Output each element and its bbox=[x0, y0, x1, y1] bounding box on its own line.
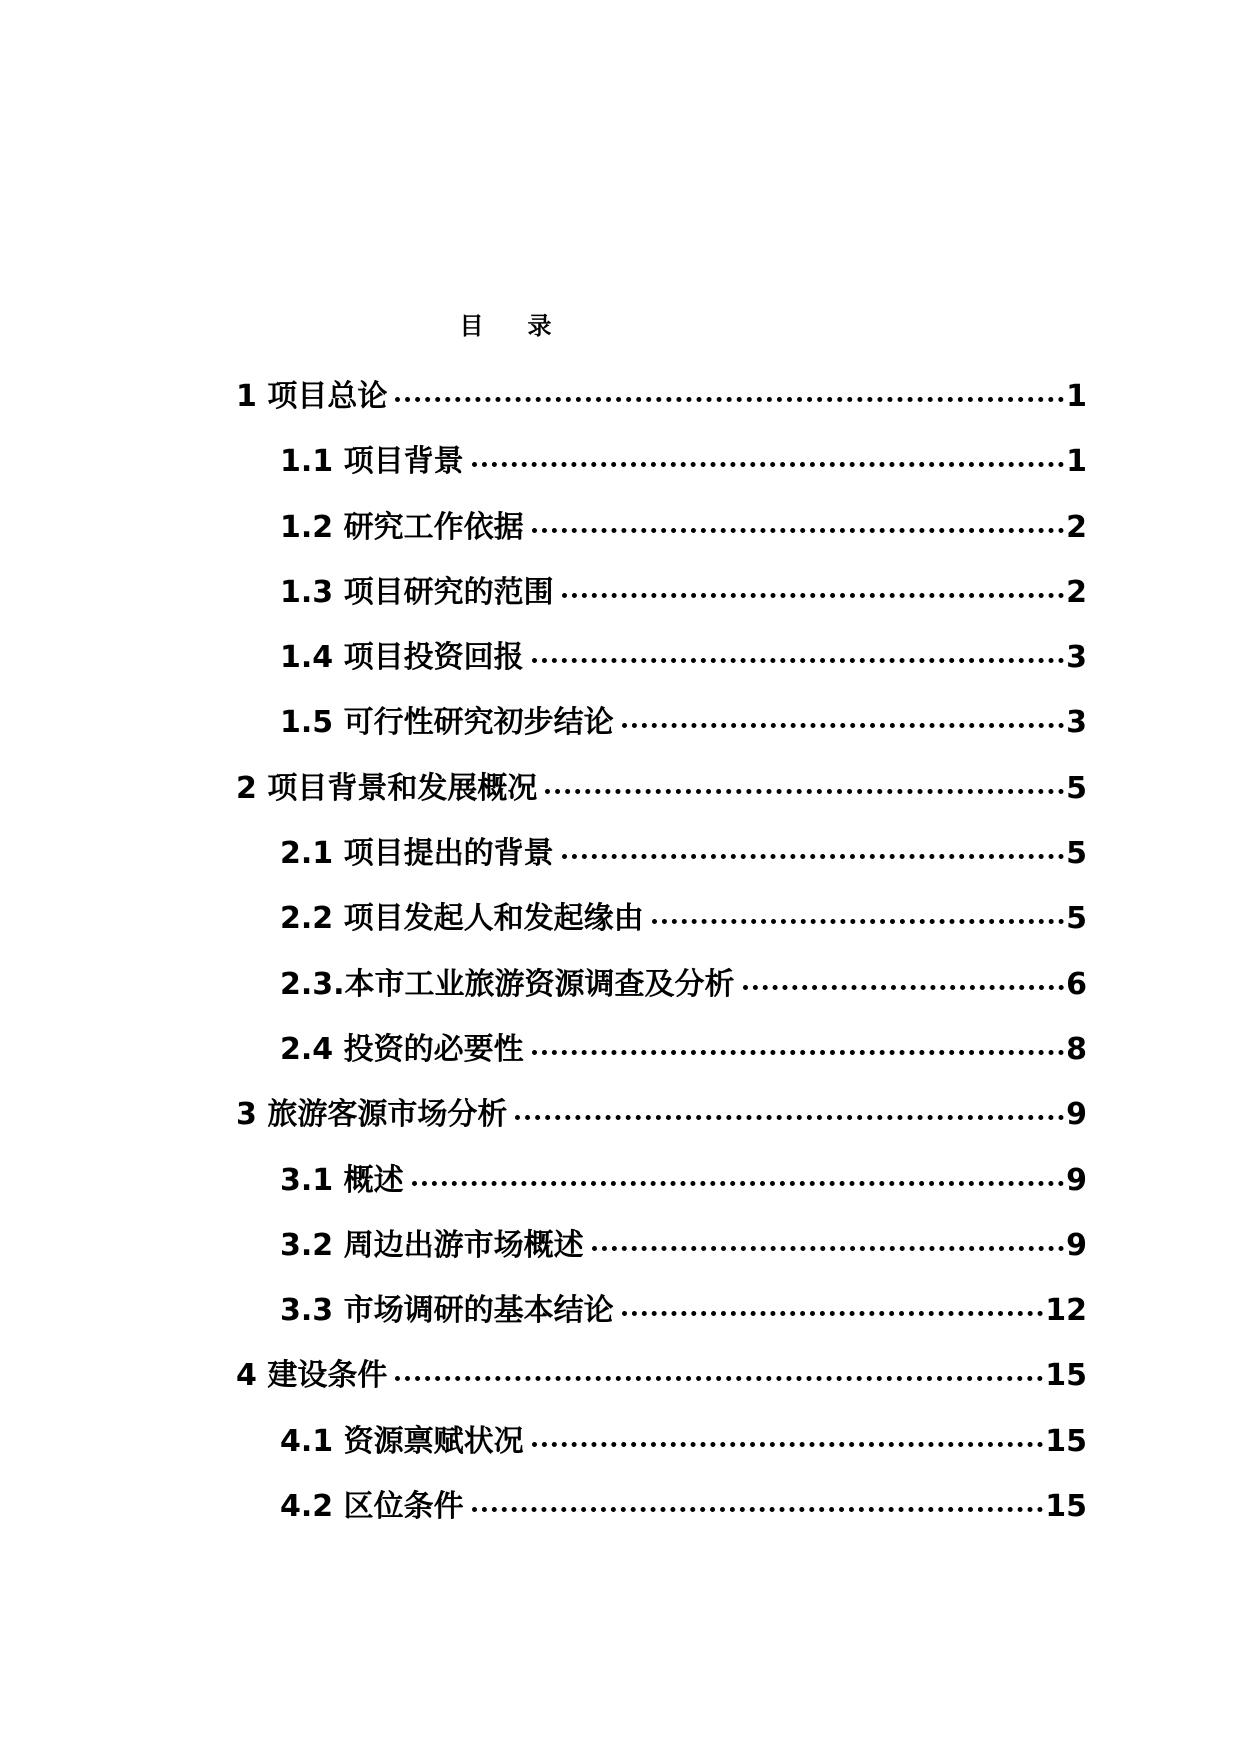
toc-entry-label: 3.1 概述 bbox=[280, 1162, 404, 1198]
dot-leader bbox=[622, 693, 1065, 728]
toc-entry-label: 3.2 周边出游市场概述 bbox=[280, 1227, 584, 1263]
toc-entry-label: 2.4 投资的必要性 bbox=[280, 1031, 524, 1067]
toc-entry-label: 2.2 项目发起人和发起缘由 bbox=[280, 901, 644, 937]
dot-leader bbox=[592, 1216, 1065, 1251]
toc-entry[interactable] bbox=[0, 1350, 1087, 1415]
toc-entry-page: 15 bbox=[1045, 1489, 1087, 1525]
toc-entry[interactable] bbox=[0, 763, 1087, 828]
toc-entry[interactable] bbox=[0, 567, 1087, 632]
toc-entry-page: 15 bbox=[1045, 1358, 1087, 1394]
toc-entry-page: 9 bbox=[1066, 1162, 1087, 1198]
toc-entry[interactable] bbox=[0, 1416, 1087, 1481]
toc-entry-label: 3 旅游客源市场分析 bbox=[236, 1097, 508, 1133]
toc-entry-page: 2 bbox=[1066, 509, 1087, 545]
dot-leader bbox=[562, 563, 1065, 598]
toc-entry-label: 1.4 项目投资回报 bbox=[280, 640, 524, 676]
toc-entry-label: 4 建设条件 bbox=[236, 1358, 388, 1394]
toc-entry-label: 1.3 项目研究的范围 bbox=[280, 574, 554, 610]
dot-leader bbox=[395, 367, 1064, 402]
toc-entry-label: 4.1 资源禀赋状况 bbox=[280, 1423, 524, 1459]
toc-entry[interactable] bbox=[0, 959, 1087, 1024]
toc-entry-page: 5 bbox=[1066, 836, 1087, 872]
toc-entry[interactable] bbox=[0, 1220, 1087, 1285]
dot-leader bbox=[562, 824, 1065, 859]
dot-leader bbox=[532, 628, 1065, 663]
toc-entry[interactable] bbox=[0, 371, 1087, 436]
toc-entry-page: 5 bbox=[1066, 901, 1087, 937]
toc-entry-label: 1.1 项目背景 bbox=[280, 444, 464, 480]
dot-leader bbox=[532, 1020, 1065, 1055]
toc-entry-page: 3 bbox=[1066, 705, 1087, 741]
toc-entry[interactable] bbox=[0, 632, 1087, 697]
dot-leader bbox=[652, 889, 1065, 924]
toc-entry-label: 2 项目背景和发展概况 bbox=[236, 770, 538, 806]
toc-entry-page: 3 bbox=[1066, 640, 1087, 676]
dot-leader bbox=[545, 759, 1064, 794]
dot-leader bbox=[532, 1412, 1044, 1447]
toc-entry-page: 8 bbox=[1066, 1031, 1087, 1067]
toc-entry[interactable] bbox=[0, 893, 1087, 958]
toc-entry[interactable] bbox=[0, 1481, 1087, 1546]
toc-entry-page: 6 bbox=[1066, 966, 1087, 1002]
toc-entry[interactable] bbox=[0, 502, 1087, 567]
toc-entry-page: 5 bbox=[1066, 770, 1087, 806]
toc-entry-page: 9 bbox=[1066, 1227, 1087, 1263]
toc-entry-page: 1 bbox=[1066, 444, 1087, 480]
toc-entry-page: 9 bbox=[1066, 1097, 1087, 1133]
toc-entry-page: 2 bbox=[1066, 574, 1087, 610]
toc-entry-page: 12 bbox=[1045, 1293, 1087, 1329]
toc-entry-label: 2.3.本市工业旅游资源调查及分析 bbox=[280, 966, 735, 1002]
toc-entry-page: 1 bbox=[1066, 379, 1087, 414]
toc-entry[interactable] bbox=[0, 697, 1087, 762]
toc-entry[interactable] bbox=[0, 1155, 1087, 1220]
toc-entry[interactable] bbox=[0, 436, 1087, 501]
dot-leader bbox=[395, 1346, 1043, 1381]
dot-leader bbox=[532, 498, 1065, 533]
dot-leader bbox=[472, 1477, 1044, 1512]
dot-leader bbox=[472, 432, 1065, 467]
toc-entry[interactable] bbox=[0, 828, 1087, 893]
dot-leader bbox=[743, 955, 1065, 990]
dot-leader bbox=[622, 1281, 1044, 1316]
dot-leader bbox=[515, 1085, 1064, 1120]
toc-entry-page: 15 bbox=[1045, 1423, 1087, 1459]
toc-entry[interactable] bbox=[0, 1089, 1087, 1154]
toc-entry-label: 1.2 研究工作依据 bbox=[280, 509, 524, 545]
toc-entry-label: 1 项目总论 bbox=[236, 379, 388, 414]
toc-entry-label: 2.1 项目提出的背景 bbox=[280, 836, 554, 872]
toc-entry-label: 3.3 市场调研的基本结论 bbox=[280, 1293, 614, 1329]
toc-entry[interactable] bbox=[0, 1024, 1087, 1089]
toc-entry-label: 1.5 可行性研究初步结论 bbox=[280, 705, 614, 741]
toc-title bbox=[0, 306, 1241, 341]
toc-list bbox=[0, 371, 1241, 1546]
toc-title-char-2: 录 bbox=[527, 311, 552, 340]
toc-entry-label: 4.2 区位条件 bbox=[280, 1489, 464, 1525]
toc-title-char-1: 目 bbox=[459, 311, 484, 340]
toc-entry[interactable] bbox=[0, 1285, 1087, 1350]
dot-leader bbox=[412, 1151, 1065, 1186]
